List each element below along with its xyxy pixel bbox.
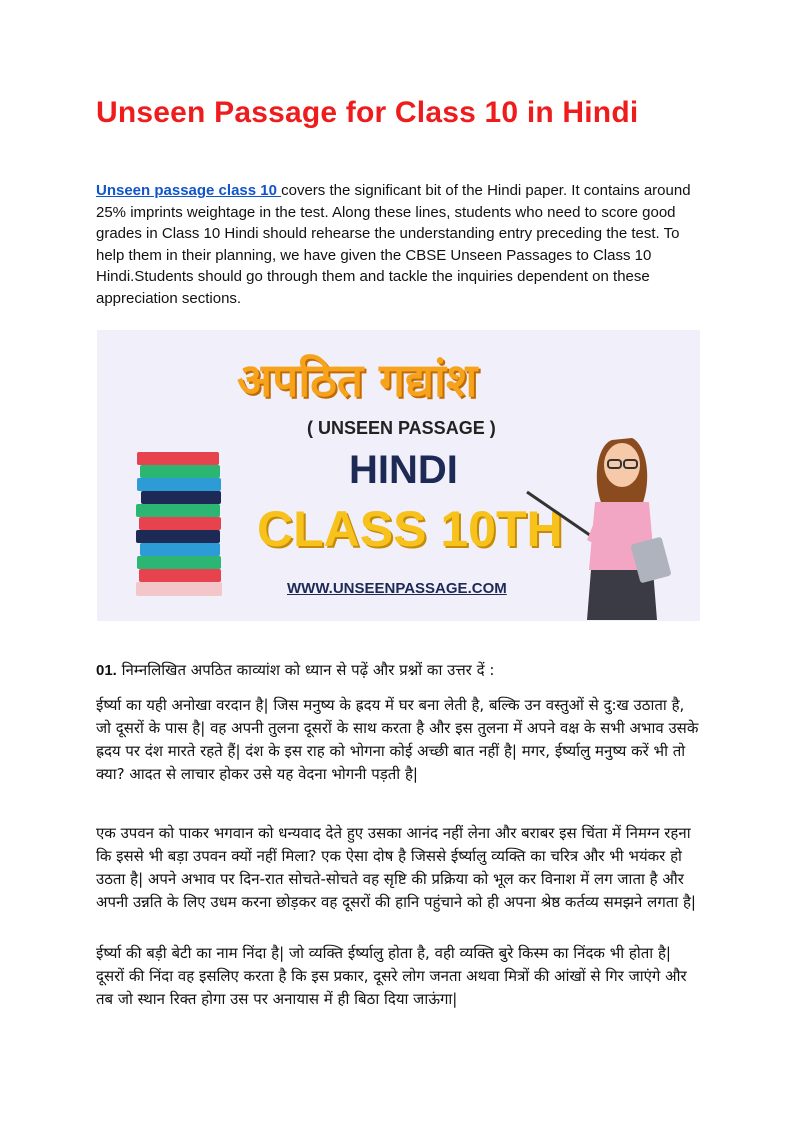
- intro-text: covers the significant bit of the Hindi paper. It contains around 25% imprints weightage in the test. Along these lines, students who need to score good grades in Class 10 Hindi should rehearse the understanding entry preceding the test. To help them in their planning, we have given the CBSE Unseen Passages to Class 10 Hindi.Students should go through them and tackle the inquiries dependent on these appreciation sections.: [96, 182, 691, 307]
- banner-website: WWW.UNSEENPASSAGE.COM: [287, 580, 507, 597]
- books-stack-icon: [132, 452, 232, 602]
- banner-subject: HINDI: [349, 448, 458, 492]
- banner-class-label: CLASS 10TH: [257, 501, 563, 557]
- page-title: Unseen Passage for Class 10 in Hindi: [96, 96, 639, 129]
- teacher-illustration-icon: [517, 420, 697, 620]
- banner-subheading: ( UNSEEN PASSAGE ): [307, 418, 496, 438]
- banner-hindi-heading: अपठित गद्यांश: [237, 353, 478, 407]
- banner-image: [97, 330, 700, 621]
- intro-paragraph: [96, 180, 706, 309]
- passage-paragraph-2: एक उपवन को पाकर भगवान को धन्यवाद देते हुए उसका आनंद नहीं लेना और बराबर इस चिंता में निमग्न रहना कि इससे भी बड़ा उपवन क्यों नहीं मिला? एक ऐसा दोष है जिससे ईर्ष्यालु व्यक्ति का चरित्र और भी भयंकर हो उठता है| अपने अभाव पर दिन-रात सोचते-सोचते वह सृष्टि की प्रक्रिया को भूल कर विनाश में लग जाता है और अपनी उन्नति के लिए उधम करना छोड़कर वह दूसरों की हानि पहुंचाने को ही अपना श्रेष्ठ कर्तव्य समझने लगता है|: [96, 824, 696, 911]
- passage-paragraph-3: ईर्ष्या की बड़ी बेटी का नाम निंदा है| जो व्यक्ति ईर्ष्यालु होता है, वही व्यक्ति बुरे किस्म का निंदक भी होता है| दूसरों की निंदा वह इसलिए करता है कि इस प्रकार, दूसरे लोग जनता अथवा मित्रों की आंखों से गिर जाएंगे और तब जो स्थान रिक्त होगा उस पर अनायास में ही बिठा दिया जाऊंगा|: [96, 944, 687, 1008]
- passage-paragraph-1: ईर्ष्या का यही अनोखा वरदान है| जिस मनुष्य के ह्रदय में घर बना लेती है, बल्कि उन वस्तुओं से दु:ख उठाता है, जो दूसरों के पास है| वह अपनी तुलना दूसरों के साथ करता है और इस तुलना में अपने वक्ष के सभी अभाव उसके ह्रदय पर दंश मारते रहते हैं| दंश के इस राह को भोगना कोई अच्छी बात नहीं है| मगर, ईर्ष्यालु मनुष्य करें भी तो क्या? आदत से लाचार होकर उसे यह वेदना भोगनी पड़ती है|: [96, 696, 699, 783]
- unseen-passage-link[interactable]: Unseen passage class 10: [96, 182, 282, 199]
- question-number: 01.: [96, 662, 117, 679]
- question-instruction: निम्नलिखित अपठित काव्यांश को ध्यान से पढ़ें और प्रश्नों का उत्तर दें :: [121, 661, 495, 679]
- question-heading: [96, 660, 494, 680]
